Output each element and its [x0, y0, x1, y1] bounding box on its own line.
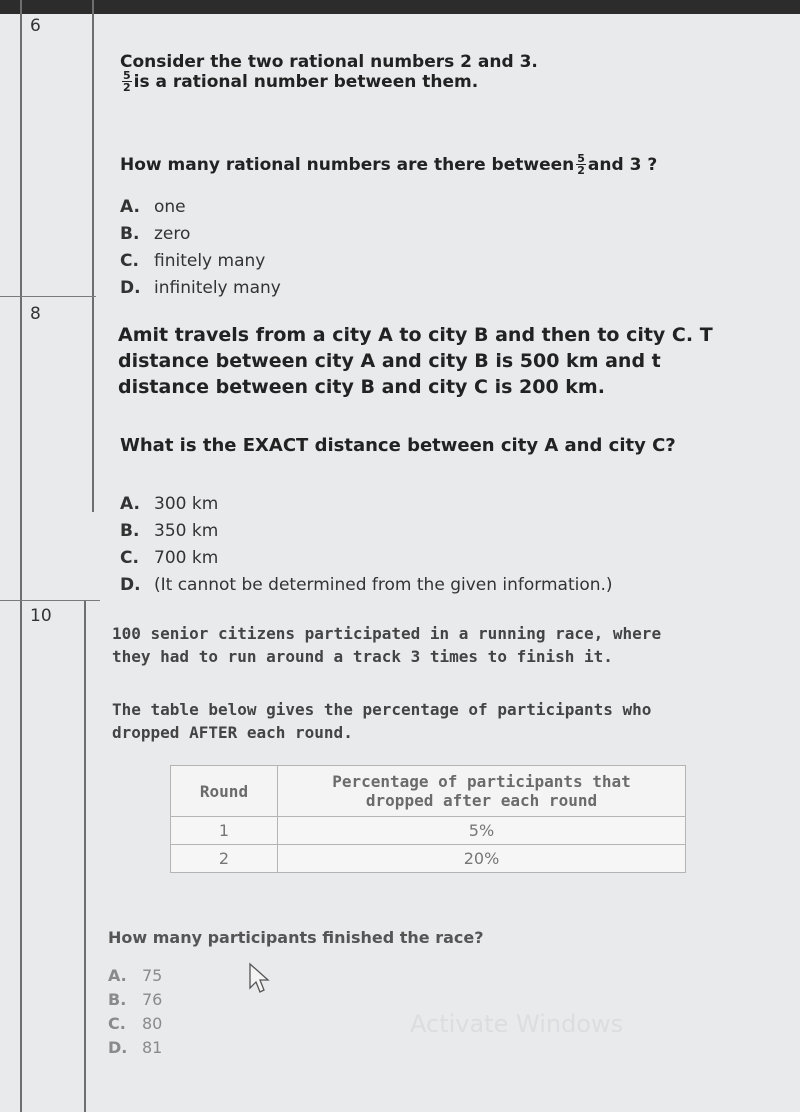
option-b[interactable]: B. 76: [108, 990, 163, 1009]
question-text: Consider the two rational numbers 2 and 3.: [120, 52, 538, 72]
monitor-top-edge: [0, 0, 800, 14]
option-a[interactable]: A. one: [120, 197, 186, 217]
fraction: $\frac{5}{2}$: [123, 69, 131, 94]
question-prompt: What is the EXACT distance between city A and city C?: [120, 435, 676, 456]
option-b[interactable]: B. 350 km: [120, 521, 219, 541]
left-border: [20, 0, 22, 1112]
row-divider: [0, 600, 100, 601]
option-list: [120, 194, 281, 302]
question-text: $\frac{5}{2}$ is a rational number between them.: [123, 69, 479, 94]
question-number: 8: [30, 304, 41, 324]
watermark-text: Activate Windows: [410, 1010, 624, 1038]
question-text: 100 senior citizens participated in a running race, where they had to run around a track 3 times to finish it.: [112, 624, 662, 666]
option-d[interactable]: D. infinitely many: [120, 278, 281, 298]
mouse-pointer-icon: [248, 962, 272, 996]
number-column-divider-lower: [84, 600, 86, 1112]
column-header-round: Round: [171, 766, 278, 817]
option-c[interactable]: C. finitely many: [120, 251, 266, 271]
option-a[interactable]: A. 75: [108, 966, 163, 985]
question-prompt: How many rational numbers are there between $\frac{5}{2}$ and 3 ?: [120, 152, 658, 177]
option-c[interactable]: C. 700 km: [120, 548, 219, 568]
option-list: [120, 491, 613, 599]
table-row: 2 20%: [171, 845, 686, 873]
question-text: The table below gives the percentage of participants who dropped AFTER each round.: [112, 700, 652, 742]
question-number: 10: [30, 606, 52, 626]
data-table: [170, 765, 686, 873]
number-column-divider: [92, 0, 94, 512]
question-prompt: How many participants finished the race?: [108, 928, 484, 947]
question-number: 6: [30, 16, 41, 36]
table-row: 1 5%: [171, 817, 686, 845]
option-list: [108, 964, 162, 1060]
option-b[interactable]: B. zero: [120, 224, 191, 244]
question-text: Amit travels from a city A to city B and then to city C. T distance between city A and city B is 500 km and t distance between city B and city C is 200 km.: [118, 324, 713, 398]
fraction: $\frac{5}{2}$: [577, 152, 585, 177]
option-d[interactable]: D. 81: [108, 1038, 163, 1057]
option-d[interactable]: D. (It cannot be determined from the given information.): [120, 575, 613, 595]
option-a[interactable]: A. 300 km: [120, 494, 219, 514]
column-header-percentage: Percentage of participants that dropped after each round: [278, 766, 686, 817]
row-divider: [0, 296, 96, 297]
option-c[interactable]: C. 80: [108, 1014, 163, 1033]
